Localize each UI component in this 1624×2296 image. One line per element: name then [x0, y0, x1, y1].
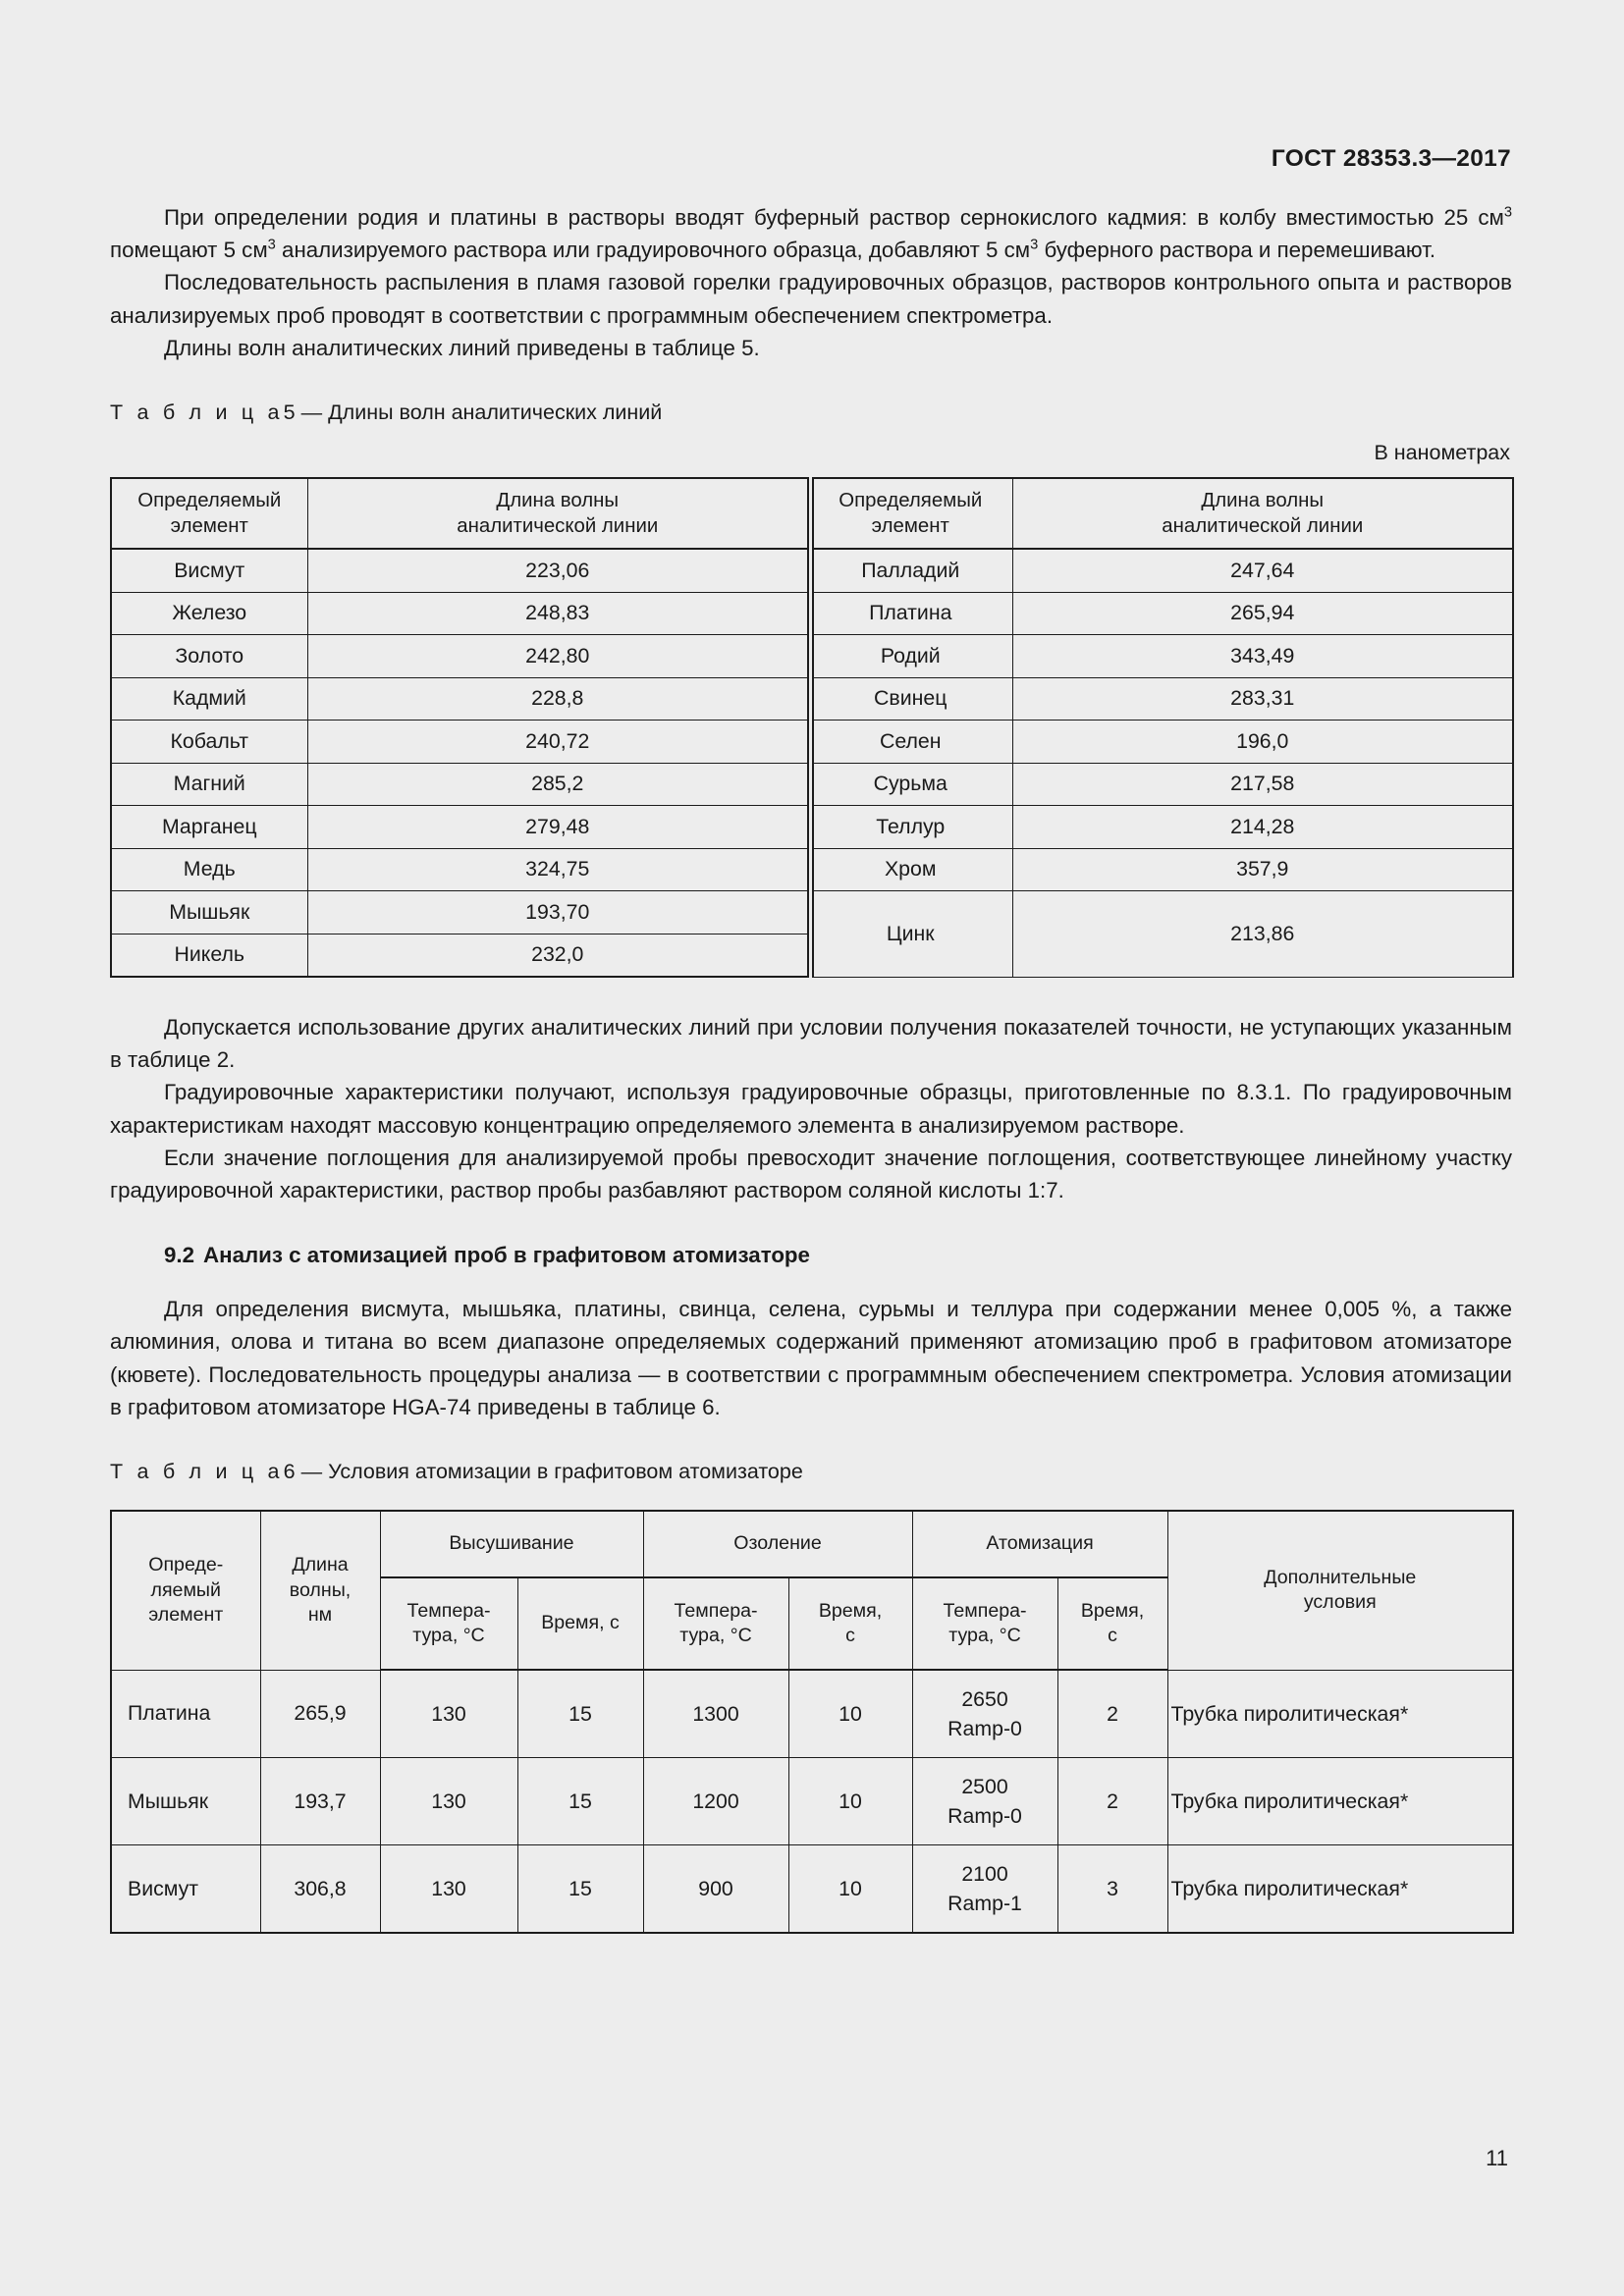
- header-line-2: тура, °С: [412, 1625, 485, 1647]
- paragraph-buffer-solution: [110, 201, 1512, 266]
- table5-header-element-right: [808, 478, 1012, 549]
- header-line-1: Опреде-: [148, 1554, 224, 1576]
- header-line-1: Время,: [1080, 1599, 1145, 1622]
- table5-cell-wavelength: 248,83: [307, 592, 808, 635]
- section-title: Анализ с атомизацией проб в графитовом атомизаторе: [203, 1243, 810, 1268]
- paragraph-other-lines-allowed: Допускается использование других аналитических линий при условии получения показателей точности, не уступающих указанным в таблице 2.: [110, 1015, 1512, 1073]
- paragraph-calibration-characteristics: Градуировочные характеристики получают, используя градуировочные образцы, приготовленные по 8.3.1. По градуировочным характеристикам находят массовую концентрацию определяемого элемента в анализируемом растворе.: [110, 1080, 1512, 1138]
- table5-cell-wavelength: 228,8: [307, 677, 808, 721]
- page-header-standard-number: ГОСТ 28353.3—2017: [1271, 145, 1511, 172]
- table5-cell-wavelength: 223,06: [307, 549, 808, 592]
- table5-cell-element: Сурьма: [808, 763, 1012, 806]
- paragraph-text-part: помещают 5 см: [110, 238, 268, 263]
- atom-temp-value: 2500: [961, 1775, 1008, 1799]
- table5-cell-wavelength: 343,49: [1012, 635, 1513, 678]
- table-row: [111, 806, 1513, 849]
- table5-cell-element: Теллур: [808, 806, 1012, 849]
- table5-caption: [110, 398, 1512, 427]
- table5-cell-element: Медь: [111, 848, 307, 891]
- table6-caption-dash: —: [300, 1460, 323, 1484]
- table5-cell-element: Кобальт: [111, 721, 307, 764]
- table5-cell-element: Платина: [808, 592, 1012, 635]
- paragraph-spray-sequence: Последовательность распыления в пламя газовой горелки градуировочных образцов, растворов контрольного опыта и растворов анализируемых проб проводят в соответствии с программным обеспечением спектрометра.: [110, 270, 1512, 328]
- table-row: [111, 891, 1513, 934]
- table5-cell-wavelength: 265,94: [1012, 592, 1513, 635]
- table-row: [111, 549, 1513, 592]
- page-content: [110, 201, 1512, 1934]
- table5-caption-dash: —: [300, 400, 323, 425]
- header-line-1: Длина: [292, 1554, 349, 1576]
- table6-header-group-drying: Высушивание: [380, 1511, 643, 1577]
- table5-cell-wavelength: 324,75: [307, 848, 808, 891]
- table5-units-note: В нанометрах: [1374, 441, 1510, 465]
- table6-header-dry-temp: [380, 1577, 517, 1670]
- atom-temp-ramp: Ramp-0: [947, 1717, 1022, 1741]
- table6-cell-dry-time: 15: [517, 1758, 643, 1845]
- table5-header-row: [111, 478, 1513, 549]
- atom-temp-ramp: Ramp-1: [947, 1892, 1022, 1916]
- spacer: [110, 1206, 1512, 1240]
- table5-cell-wavelength: 240,72: [307, 721, 808, 764]
- table6-header-atom-time: [1057, 1577, 1167, 1670]
- table6-header-dry-time: Время, с: [517, 1577, 643, 1670]
- table-row: [111, 1845, 1513, 1934]
- table5-cell-element: Висмут: [111, 549, 307, 592]
- header-line-1: Время,: [818, 1599, 883, 1622]
- table6-header-group-atomization: Атомизация: [912, 1511, 1167, 1577]
- page-number: 11: [1486, 2146, 1508, 2170]
- table6-header-wavelength: [260, 1511, 380, 1670]
- table6-cell-atom-time: 2: [1057, 1758, 1167, 1845]
- table6-cell-dry-temp: 130: [380, 1845, 517, 1934]
- table6-header-atom-temp: [912, 1577, 1057, 1670]
- table5-cell-wavelength: 217,58: [1012, 763, 1513, 806]
- header-line-2: элемент: [170, 515, 248, 538]
- header-line-1: Темпера-: [943, 1599, 1027, 1622]
- table6-atomization-conditions: [110, 1510, 1514, 1934]
- atom-temp-ramp: Ramp-0: [947, 1804, 1022, 1829]
- header-line-3: элемент: [148, 1604, 224, 1627]
- table6-cell-conditions: Трубка пиролитическая*: [1167, 1670, 1513, 1758]
- table5-cell-element: Мышьяк: [111, 891, 307, 934]
- header-line-1: Дополнительные: [1264, 1566, 1417, 1588]
- paragraph-text-part: анализируемого раствора или градуировочного образца, добавляют 5 см: [275, 238, 1031, 263]
- header-line-2: тура, °С: [948, 1625, 1021, 1647]
- header-line-1: Определяемый: [137, 489, 282, 511]
- table5-wavelengths: [110, 477, 1514, 978]
- table6-cell-ash-time: 10: [788, 1670, 912, 1758]
- table5-cell-element: Золото: [111, 635, 307, 678]
- table6-cell-wavelength: 193,7: [260, 1758, 380, 1845]
- table5-cell-element: Марганец: [111, 806, 307, 849]
- paragraph-text-part: буферного раствора и перемешивают.: [1038, 238, 1436, 263]
- header-line-1: Темпера-: [674, 1599, 758, 1622]
- spacer: [110, 364, 1512, 398]
- header-line-2: условия: [1303, 1591, 1377, 1614]
- table5-caption-title: Длины волн аналитических линий: [328, 400, 663, 425]
- table5-cell-wavelength: 232,0: [307, 934, 808, 977]
- table6-header-ash-time: [788, 1577, 912, 1670]
- table5-cell-wavelength: 279,48: [307, 806, 808, 849]
- header-line-2: аналитической линии: [1162, 515, 1364, 538]
- table5-cell-element: Железо: [111, 592, 307, 635]
- paragraph-text-part: При определении родия и платины в растворы вводят буферный раствор сернокислого кадмия: в колбу вместимостью 25 см: [164, 205, 1504, 230]
- table6-cell-ash-time: 10: [788, 1845, 912, 1934]
- table-row: [111, 1670, 1513, 1758]
- spacer: [110, 1486, 1512, 1510]
- table-row: [111, 592, 1513, 635]
- header-line-1: Определяемый: [839, 489, 983, 511]
- spacer: [110, 1423, 1512, 1457]
- paragraph-graphite-atomizer: Для определения висмута, мышьяка, платины, свинца, селена, сурьмы и теллура при содержании менее 0,005 %, а также алюминия, олова и титана во всем диапазоне определяемых содержаний применяют атомизацию проб в графитовом атомизаторе (кювете). Последовательность процедуры анализа — в соответствии с программным обеспечением спектрометра. Условия атомизации в графитовом атомизаторе HGA-74 приведены в таблице 6.: [110, 1297, 1512, 1419]
- header-line-3: нм: [307, 1604, 333, 1627]
- header-line-1: Темпера-: [406, 1599, 491, 1622]
- table5-wrapper: [110, 477, 1512, 978]
- section-heading-9-2: [110, 1240, 1512, 1271]
- header-line-2: элемент: [871, 515, 949, 538]
- atom-temp-value: 2650: [961, 1687, 1008, 1712]
- table6-cell-dry-temp: 130: [380, 1758, 517, 1845]
- table5-cell-element: Свинец: [808, 677, 1012, 721]
- table6-cell-element: Мышьяк: [111, 1758, 260, 1845]
- table6-caption-word: Т а б л и ц а: [110, 1460, 284, 1484]
- table5-caption-number: 5: [283, 400, 296, 425]
- paragraph-wavelengths-reference: Длины волн аналитических линий приведены в таблице 5.: [164, 335, 760, 360]
- table6-cell-wavelength: 265,9: [260, 1670, 380, 1758]
- table5-cell-wavelength: 242,80: [307, 635, 808, 678]
- table5-header-wavelength-left: [307, 478, 808, 549]
- table6-cell-atom-temp: [912, 1670, 1057, 1758]
- header-line-2: с: [1108, 1625, 1117, 1647]
- table5-cell-element: Кадмий: [111, 677, 307, 721]
- spacer: [110, 465, 1512, 477]
- table6-cell-conditions: Трубка пиролитическая*: [1167, 1758, 1513, 1845]
- table5-cell-element: Селен: [808, 721, 1012, 764]
- table6-header-element: [111, 1511, 260, 1670]
- table5-cell-element: Палладий: [808, 549, 1012, 592]
- table6-cell-element: Платина: [111, 1670, 260, 1758]
- table6-header-group-ashing: Озоление: [643, 1511, 912, 1577]
- table6-cell-wavelength: 306,8: [260, 1845, 380, 1934]
- table5-cell-wavelength: 196,0: [1012, 721, 1513, 764]
- table6-cell-ash-temp: 1300: [643, 1670, 788, 1758]
- table6-cell-atom-time: 2: [1057, 1670, 1167, 1758]
- table-row: [111, 677, 1513, 721]
- table5-cell-wavelength: 193,70: [307, 891, 808, 934]
- table6-cell-element: Висмут: [111, 1845, 260, 1934]
- table6-cell-ash-temp: 1200: [643, 1758, 788, 1845]
- table6-cell-atom-temp: [912, 1758, 1057, 1845]
- table5-cell-wavelength: 357,9: [1012, 848, 1513, 891]
- atom-temp-value: 2100: [961, 1862, 1008, 1887]
- superscript-cubic: 3: [1503, 204, 1512, 221]
- spacer: [110, 427, 1512, 441]
- header-line-2: аналитической линии: [457, 515, 659, 538]
- table5-cell-element: Никель: [111, 934, 307, 977]
- table6-cell-conditions: Трубка пиролитическая*: [1167, 1845, 1513, 1934]
- table5-caption-word: Т а б л и ц а: [110, 400, 284, 425]
- table5-cell-element: Родий: [808, 635, 1012, 678]
- superscript-cubic: 3: [1030, 237, 1039, 253]
- table5-cell-element: Магний: [111, 763, 307, 806]
- section-number: 9.2: [164, 1243, 194, 1268]
- table-row: [111, 763, 1513, 806]
- header-line-2: тура, °С: [679, 1625, 752, 1647]
- header-line-2: волны,: [289, 1578, 352, 1601]
- table5-cell-element: Цинк: [808, 891, 1012, 978]
- header-line-2: с: [845, 1625, 855, 1647]
- table6-caption-number: 6: [283, 1460, 296, 1484]
- table6-cell-dry-temp: 130: [380, 1670, 517, 1758]
- table6-header-row-1: [111, 1511, 1513, 1577]
- header-line-1: Длина волны: [496, 489, 620, 511]
- table5-cell-wavelength: 283,31: [1012, 677, 1513, 721]
- table-row: [111, 848, 1513, 891]
- table6-cell-dry-time: 15: [517, 1845, 643, 1934]
- header-line-2: ляемый: [150, 1578, 221, 1601]
- table6-header-ash-temp: [643, 1577, 788, 1670]
- table5-header-element-left: [111, 478, 307, 549]
- table6-caption: [110, 1457, 1512, 1486]
- table-row: [111, 721, 1513, 764]
- header-line-1: Длина волны: [1201, 489, 1325, 511]
- table6-cell-ash-time: 10: [788, 1758, 912, 1845]
- table5-header-wavelength-right: [1012, 478, 1513, 549]
- table-row: [111, 635, 1513, 678]
- table6-caption-title: Условия атомизации в графитовом атомизаторе: [328, 1460, 803, 1484]
- table5-cell-wavelength: 247,64: [1012, 549, 1513, 592]
- table5-cell-element: Хром: [808, 848, 1012, 891]
- table-row: [111, 1758, 1513, 1845]
- spacer: [110, 978, 1512, 1011]
- table5-cell-wavelength: 214,28: [1012, 806, 1513, 849]
- superscript-cubic: 3: [267, 237, 276, 253]
- table5-cell-wavelength: 285,2: [307, 763, 808, 806]
- table6-cell-atom-time: 3: [1057, 1845, 1167, 1934]
- table6-cell-ash-temp: 900: [643, 1845, 788, 1934]
- table6-cell-dry-time: 15: [517, 1670, 643, 1758]
- spacer: [110, 1271, 1512, 1293]
- table5-cell-wavelength: 213,86: [1012, 891, 1513, 978]
- paragraph-absorption-dilution: Если значение поглощения для анализируемой пробы превосходит значение поглощения, соответствующее линейному участку градуировочной характеристики, раствор пробы разбавляют раствором соляной кислоты 1:7.: [110, 1145, 1512, 1203]
- table6-header-extra-conditions: [1167, 1511, 1513, 1670]
- table6-cell-atom-temp: [912, 1845, 1057, 1934]
